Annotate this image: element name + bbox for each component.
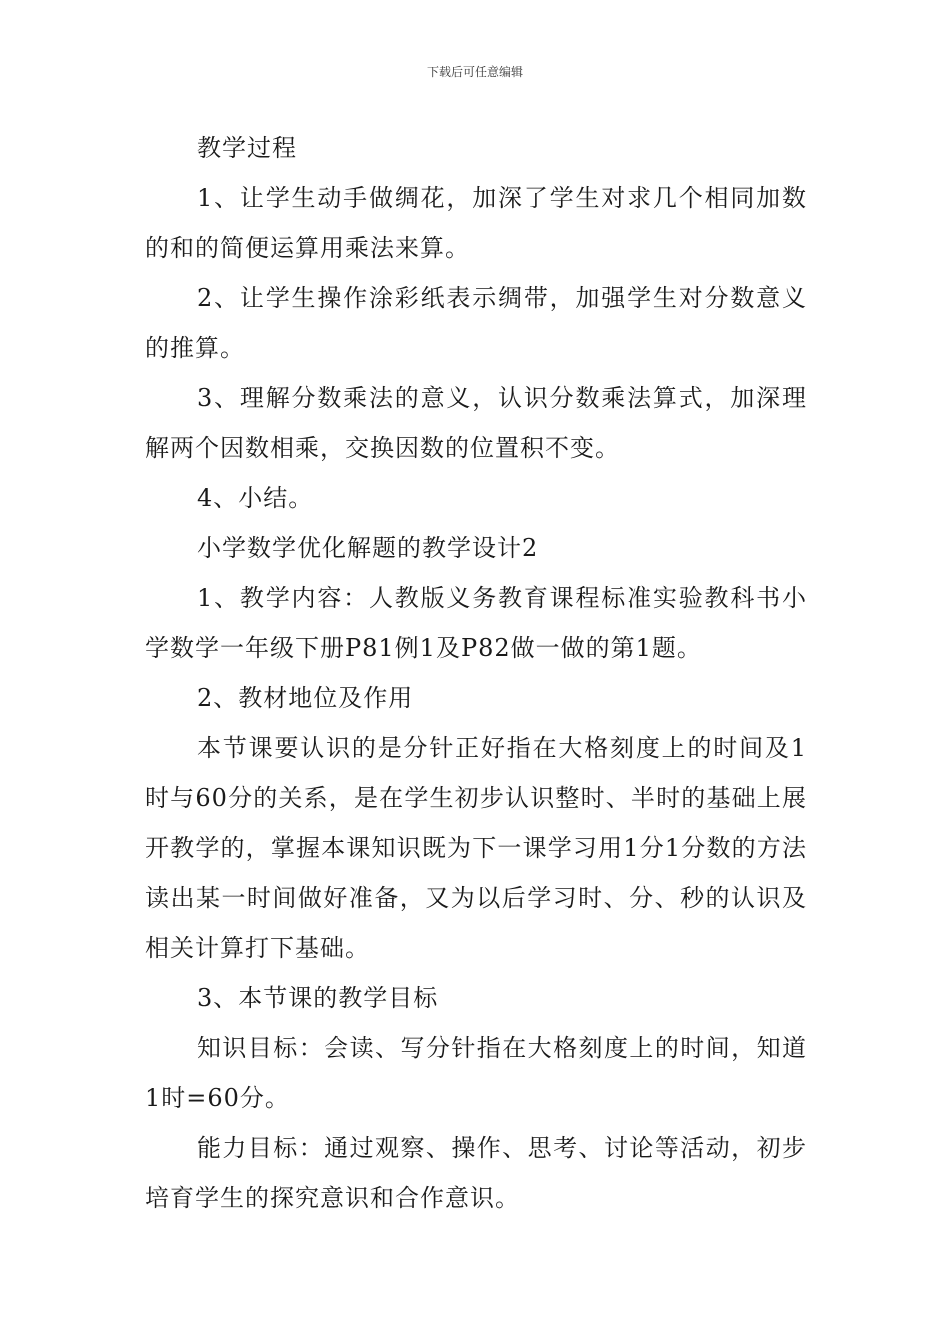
paragraph: 能力目标：通过观察、操作、思考、讨论等活动，初步培育学生的探究意识和合作意识。 <box>145 1134 807 1212</box>
paragraph: 知识目标：会读、写分针指在大格刻度上的时间，知道1时=60分。 <box>145 1034 807 1112</box>
paragraph: 4、小结。 <box>197 484 314 512</box>
paragraph: 3、本节课的教学目标 <box>197 984 439 1012</box>
page-header-note: 下载后可任意编辑 <box>426 65 523 79</box>
paragraph: 2、教材地位及作用 <box>197 684 414 712</box>
paragraph: 1、教学内容：人教版义务教育课程标准实验教科书小学数学一年级下册P81例1及P82做一做的第1题。 <box>145 584 807 662</box>
paragraph: 3、理解分数乘法的意义，认识分数乘法算式，加深理解两个因数相乘，交换因数的位置积不变。 <box>145 384 807 462</box>
paragraph: 本节课要认识的是分针正好指在大格刻度上的时间及1时与60分的关系，是在学生初步认识整时、半时的基础上展开教学的，掌握本课知识既为下一课学习用1分1分数的方法读出某一时间做好准备，又为以后学习时、分、秒的认识及相关计算打下基础。 <box>145 734 807 962</box>
paragraph: 1、让学生动手做绸花，加深了学生对求几个相同加数的和的简便运算用乘法来算。 <box>145 184 807 262</box>
section-heading-teaching-process: 教学过程 <box>197 134 297 162</box>
paragraph: 2、让学生操作涂彩纸表示绸带，加强学生对分数意义的推算。 <box>145 284 807 362</box>
section-heading-design-2: 小学数学优化解题的教学设计2 <box>197 534 539 562</box>
document-body <box>145 123 807 1223</box>
